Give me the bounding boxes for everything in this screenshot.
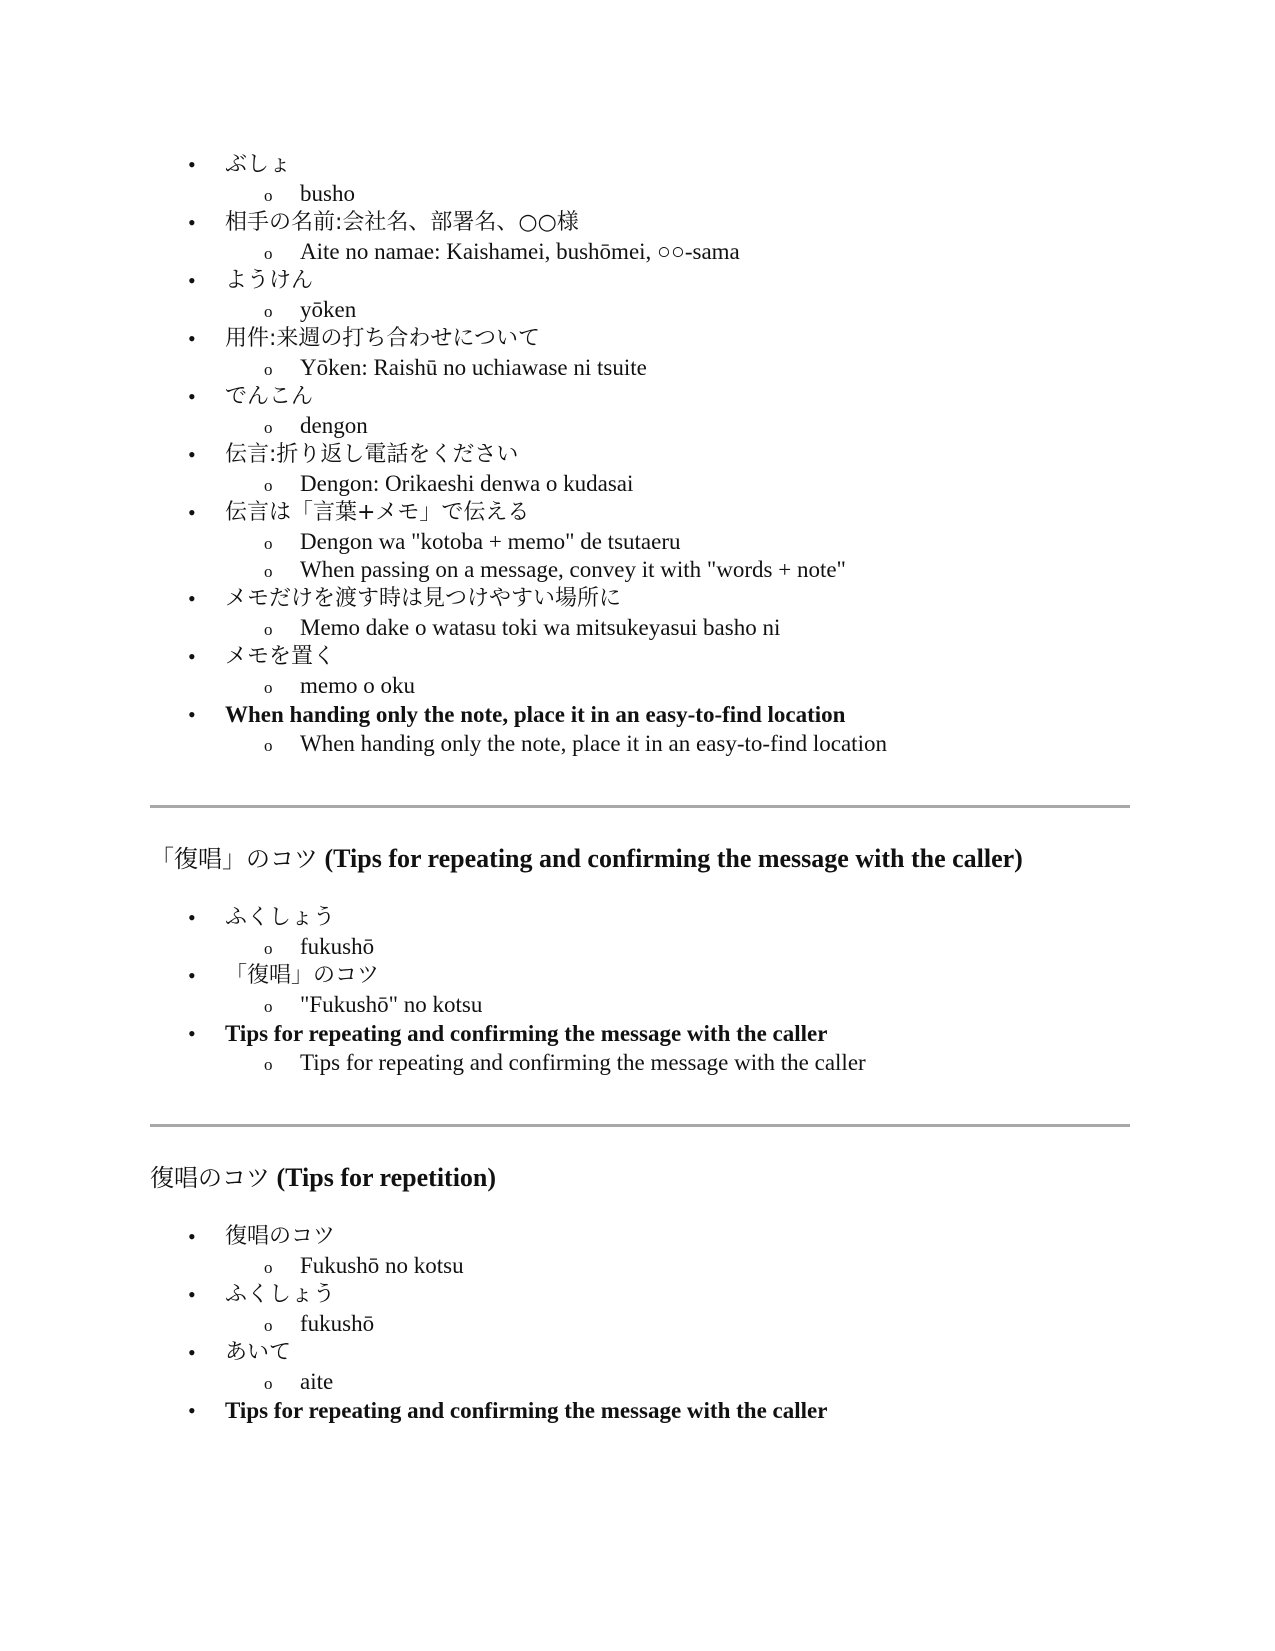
list-item-term: ふくしょう: [225, 905, 336, 930]
bullet-marker: •: [188, 702, 196, 727]
sub-bullet-marker: o: [264, 939, 273, 958]
sub-list-item-text: fukushō: [300, 934, 375, 959]
sub-bullet-marker: o: [264, 476, 273, 495]
list-item-term: 用件:来週の打ち合わせについて: [225, 326, 540, 351]
sub-list-item: [225, 556, 1130, 584]
sub-bullet-marker: o: [264, 1055, 273, 1074]
sub-list-item-text: Dengon: Orikaeshi denwa o kudasai: [300, 471, 634, 496]
sub-list-item: [225, 933, 1130, 961]
sub-bullet-marker: o: [264, 418, 273, 437]
sub-list: [225, 528, 1130, 584]
sub-list-item: [225, 180, 1130, 208]
sub-list: [225, 1310, 1130, 1338]
list-item-term: 相手の名前:会社名、部署名、○○様: [225, 210, 579, 235]
bullet-marker: •: [188, 268, 196, 293]
sub-list: [225, 991, 1130, 1019]
section-heading-1-en: (Tips for repeating and confirming the message with the caller): [324, 844, 1023, 873]
bullet-marker: •: [188, 1398, 196, 1423]
sub-list: [225, 412, 1130, 440]
sub-bullet-marker: o: [264, 534, 273, 553]
bullet-marker: •: [188, 442, 196, 467]
sub-list: [225, 1049, 1130, 1077]
sub-list: [225, 180, 1130, 208]
sub-bullet-marker: o: [264, 562, 273, 581]
sub-list: [225, 730, 1130, 758]
sub-bullet-marker: o: [264, 1258, 273, 1277]
sub-list-item: [225, 1049, 1130, 1077]
sub-list: [225, 1252, 1130, 1280]
bullet-marker: •: [188, 152, 196, 177]
list-item-term: でんこん: [225, 384, 314, 409]
sub-list-item: [225, 238, 1130, 266]
list-item: [150, 642, 1130, 700]
sub-list: [225, 614, 1130, 642]
list-item-term: メモだけを渡す時は見つけやすい場所に: [225, 586, 622, 611]
sub-list-item: [225, 528, 1130, 556]
list-item: [150, 1019, 1130, 1077]
sub-list: [225, 238, 1130, 266]
bullet-marker: •: [188, 586, 196, 611]
sub-bullet-marker: o: [264, 620, 273, 639]
section-heading-2-jp: 復唱のコツ: [150, 1164, 270, 1192]
sub-list: [225, 933, 1130, 961]
sub-list-item-text: aite: [300, 1369, 334, 1394]
sub-list-item-text: When passing on a message, convey it with "words + note": [300, 557, 846, 582]
sub-bullet-marker: o: [264, 302, 273, 321]
list-item-term: 「復唱」のコツ: [225, 963, 380, 988]
section-heading-1-jp: 「復唱」のコツ: [150, 845, 318, 873]
sub-list-item: [225, 470, 1130, 498]
sub-list: [225, 354, 1130, 382]
list-item: [150, 903, 1130, 961]
list-item-term: ふくしょう: [225, 1282, 336, 1307]
vocab-list-1: [150, 150, 1130, 758]
bullet-marker: •: [188, 1021, 196, 1046]
sub-bullet-marker: o: [264, 1374, 273, 1393]
sub-bullet-marker: o: [264, 186, 273, 205]
bullet-marker: •: [188, 326, 196, 351]
list-item-term: 伝言は「言葉+メモ」で伝える: [225, 500, 530, 525]
list-item: [150, 961, 1130, 1019]
sub-list-item-text: fukushō: [300, 1311, 375, 1336]
list-item-term: Tips for repeating and confirming the message with the caller: [225, 1398, 828, 1423]
sub-bullet-marker: o: [264, 244, 273, 263]
list-item: [150, 1396, 1130, 1426]
sub-list-item-text: Yōken: Raishū no uchiawase ni tsuite: [300, 355, 647, 380]
sub-list-item: [225, 1368, 1130, 1396]
list-item: [150, 324, 1130, 382]
list-item: [150, 440, 1130, 498]
bullet-marker: •: [188, 644, 196, 669]
bullet-marker: •: [188, 963, 196, 988]
sub-list: [225, 296, 1130, 324]
bullet-marker: •: [188, 1282, 196, 1307]
bullet-marker: •: [188, 1224, 196, 1249]
sub-bullet-marker: o: [264, 678, 273, 697]
list-item: [150, 584, 1130, 642]
bullet-marker: •: [188, 500, 196, 525]
sub-list-item: [225, 730, 1130, 758]
list-item: [150, 1222, 1130, 1280]
sub-list-item: [225, 1310, 1130, 1338]
sub-list-item: [225, 296, 1130, 324]
sub-list-item: [225, 991, 1130, 1019]
list-item: [150, 700, 1130, 758]
sub-list-item-text: dengon: [300, 413, 368, 438]
sub-list-item-text: Dengon wa "kotoba + memo" de tsutaeru: [300, 529, 681, 554]
sub-list-item: [225, 672, 1130, 700]
document-page: [150, 150, 1130, 1426]
vocab-list-3: [150, 1222, 1130, 1426]
sub-list-item-text: memo o oku: [300, 673, 415, 698]
section-heading-2: [150, 1161, 1130, 1195]
list-item: [150, 1338, 1130, 1396]
list-item-term: ぶしょ: [225, 152, 292, 177]
sub-bullet-marker: o: [264, 1316, 273, 1335]
list-item: [150, 208, 1130, 266]
sub-list-item-text: When handing only the note, place it in an easy-to-find location: [300, 731, 887, 756]
section-heading-1: [150, 842, 1130, 876]
sub-list: [225, 1368, 1130, 1396]
sub-list-item-text: Tips for repeating and confirming the message with the caller: [300, 1050, 866, 1075]
bullet-marker: •: [188, 210, 196, 235]
sub-bullet-marker: o: [264, 360, 273, 379]
sub-list: [225, 470, 1130, 498]
sub-list-item: [225, 354, 1130, 382]
vocab-list-2: [150, 903, 1130, 1077]
list-item-term: When handing only the note, place it in an easy-to-find location: [225, 702, 846, 727]
section-heading-2-en: (Tips for repetition): [276, 1163, 497, 1192]
sub-list-item-text: "Fukushō" no kotsu: [300, 992, 483, 1017]
list-item: [150, 498, 1130, 584]
sub-list-item: [225, 412, 1130, 440]
bullet-marker: •: [188, 1340, 196, 1365]
bullet-marker: •: [188, 905, 196, 930]
sub-list-item-text: Aite no namae: Kaishamei, bushōmei, ○○-sama: [300, 239, 740, 264]
list-item: [150, 1280, 1130, 1338]
list-item-term: Tips for repeating and confirming the message with the caller: [225, 1021, 828, 1046]
sub-list: [225, 672, 1130, 700]
list-item: [150, 266, 1130, 324]
bullet-marker: •: [188, 384, 196, 409]
list-item-term: ようけん: [225, 268, 314, 293]
list-item-term: 伝言:折り返し電話をください: [225, 442, 519, 467]
list-item-term: 復唱のコツ: [225, 1224, 336, 1249]
sub-list-item-text: yōken: [300, 297, 357, 322]
sub-list-item: [225, 1252, 1130, 1280]
sub-bullet-marker: o: [264, 736, 273, 755]
sub-list-item: [225, 614, 1130, 642]
list-item-term: あいて: [225, 1340, 292, 1365]
list-item: [150, 150, 1130, 208]
list-item-term: メモを置く: [225, 644, 336, 669]
sub-list-item-text: Fukushō no kotsu: [300, 1253, 464, 1278]
sub-bullet-marker: o: [264, 997, 273, 1016]
list-item: [150, 382, 1130, 440]
sub-list-item-text: Memo dake o watasu toki wa mitsukeyasui basho ni: [300, 615, 781, 640]
sub-list-item-text: busho: [300, 181, 355, 206]
